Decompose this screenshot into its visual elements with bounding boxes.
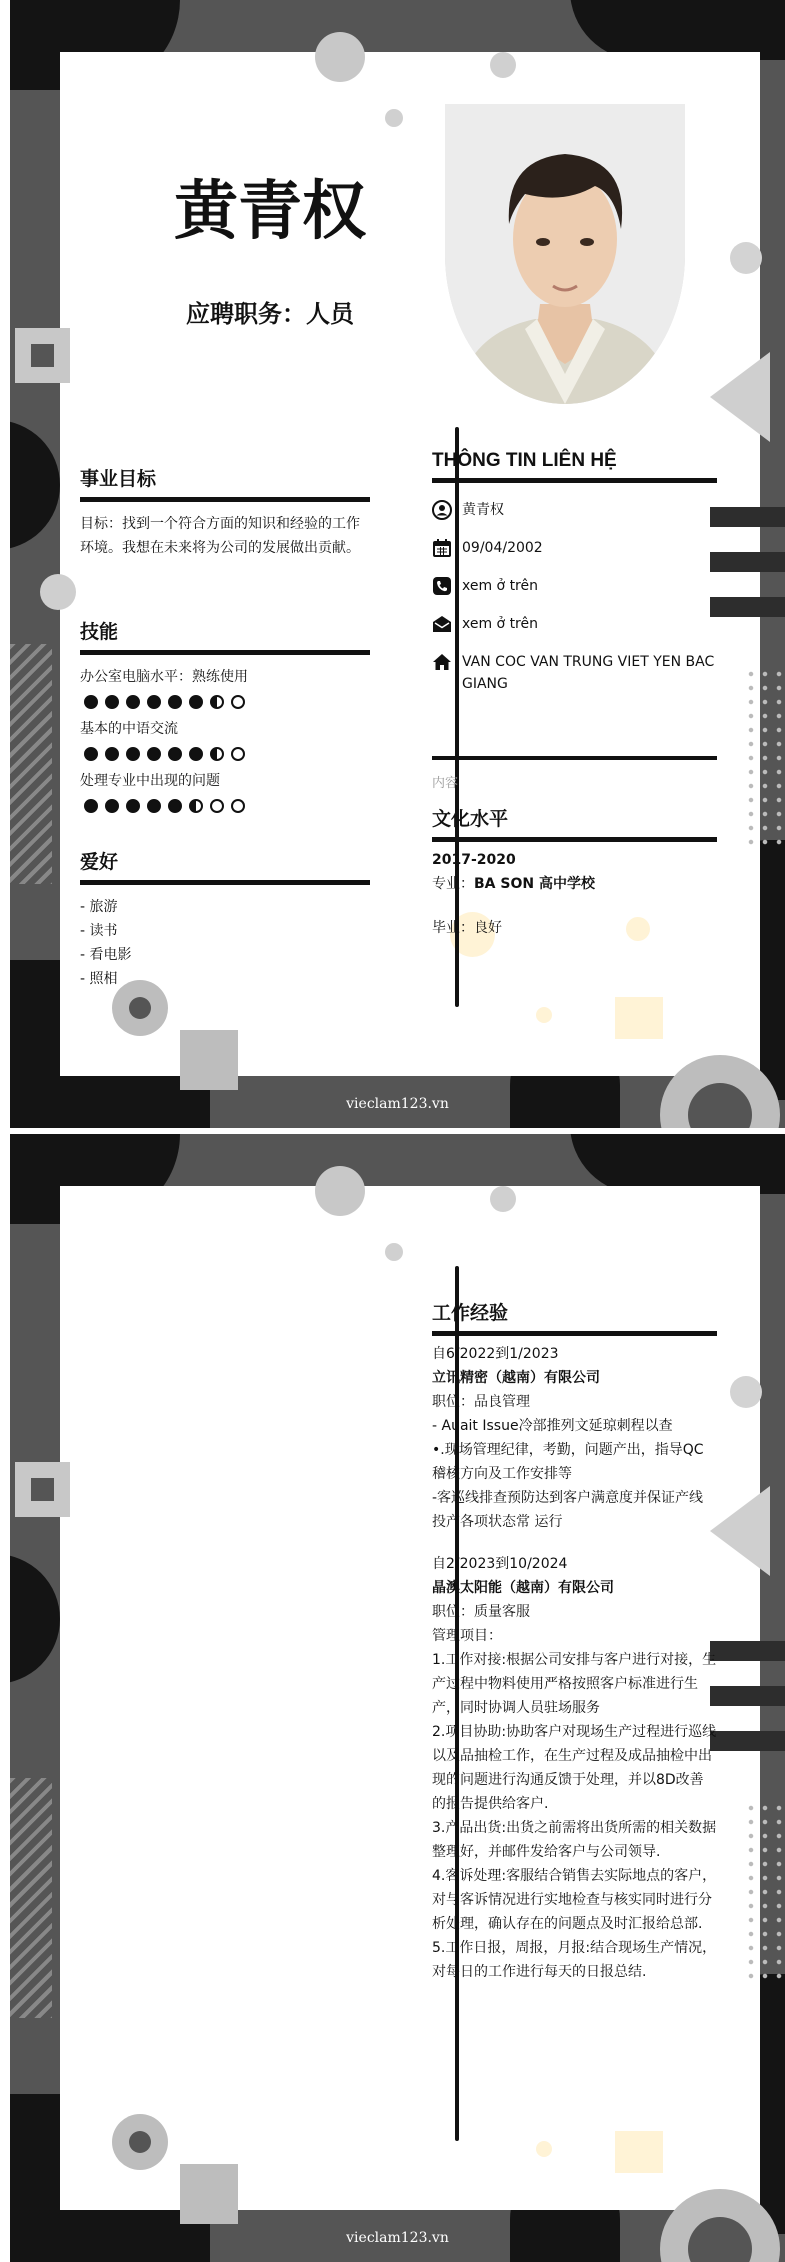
decor-square (615, 2131, 663, 2173)
hobby-item: - 看电影 (80, 947, 132, 963)
decor-stripes (10, 644, 52, 884)
skill-dot (147, 799, 161, 813)
contact-item (432, 613, 717, 635)
decor-dot-grid (744, 1801, 785, 1981)
home-icon (432, 652, 452, 672)
job-line: 1.工作对接:根据公司安排与客户进行对接，生产过程中物料使用严格按照客户标准进行生产，同时协调人员驻场服务 (432, 1652, 717, 1716)
decor-circle (40, 574, 76, 610)
job-line: 4.客诉处理:客服结合销售去实际地点的客户，对与客诉情况进行实地检查与核实同时进行分析处理，确认存在的问题点及时汇报给总部. (432, 1868, 717, 1932)
decor-blob (10, 1554, 60, 1684)
phone-icon (432, 576, 452, 596)
resume-sheet (60, 1186, 760, 2210)
skill-rating (84, 695, 370, 709)
skill-dot (105, 695, 119, 709)
decor-circle (536, 2141, 552, 2157)
decor-blob (10, 420, 60, 550)
skill-dot (168, 747, 182, 761)
contact-title: THÔNG TIN LIÊN HỆ (432, 450, 717, 483)
school-name: BA SON 高中学校 (474, 876, 595, 892)
job-company: 晶澳太阳能（越南）有限公司 (432, 1580, 614, 1596)
section-divider (432, 756, 717, 760)
decor-circle (730, 242, 762, 274)
hobby-item: - 读书 (80, 923, 118, 939)
education-period: 2017-2020 (432, 852, 516, 868)
contact-phone: xem ở trên (462, 578, 538, 594)
decor-dot-grid (744, 667, 785, 847)
hobbies-section (80, 847, 370, 991)
contact-name: 黄青权 (462, 502, 504, 518)
decor-circle (385, 1243, 403, 1261)
resume-page-1 (10, 0, 785, 1128)
resume-page-2 (10, 1134, 785, 2262)
contact-address: VAN COC VAN TRUNG VIET YEN BAC GIANG (462, 654, 715, 692)
hobby-item: - 旅游 (80, 899, 118, 915)
job-period: 自6/2022到1/2023 (432, 1346, 559, 1362)
contact-birthdate: 09/04/2002 (462, 540, 543, 556)
decor-square (15, 328, 70, 383)
decor-triangle (710, 1486, 770, 1576)
education-graduation: 毕业：良好 (432, 920, 502, 936)
job-line: 管理项目： (432, 1628, 502, 1644)
decor-bar (710, 507, 785, 527)
decor-circle (490, 52, 516, 78)
skill-dot (231, 799, 245, 813)
skill-dot (105, 747, 119, 761)
footer-brand: vieclam123.vn (346, 2230, 449, 2246)
calendar-icon (432, 538, 452, 558)
decor-bar (710, 597, 785, 617)
decor-square (180, 1030, 238, 1090)
decor-bar (710, 1641, 785, 1661)
skill-dot (147, 747, 161, 761)
job-title: 应聘职务：人员 (186, 300, 354, 328)
skill-dot (126, 799, 140, 813)
envelope-icon (432, 614, 452, 634)
contact-section (432, 450, 717, 711)
experience-title: 工作经验 (432, 1298, 717, 1336)
skill-label: 处理专业中出现的问题 (80, 773, 220, 789)
job-line: •.现场管理纪律，考勤，问题产出，指导QC稽核方向及工作安排等 (432, 1442, 704, 1482)
skill-label: 办公室电脑水平：熟练使用 (80, 669, 248, 685)
decor-ring (112, 2114, 168, 2170)
decor-circle (536, 1007, 552, 1023)
skill-dot (189, 747, 203, 761)
skill-dot (231, 695, 245, 709)
job-position: 职位：质量客服 (432, 1604, 530, 1620)
contact-email: xem ở trên (462, 616, 538, 632)
contact-item (432, 537, 717, 559)
skill-dot (168, 799, 182, 813)
decor-triangle (710, 352, 770, 442)
decor-circle (315, 32, 365, 82)
job-line: 2.项目协助:协助客户对现场生产过程进行巡线以及品抽检工作，在生产过程及成品抽检中出现的问题进行沟通反馈于处理，并以8D改善的报告提供给客户. (432, 1724, 717, 1812)
decor-stripes (10, 1778, 52, 2018)
hobbies-title: 爱好 (80, 847, 370, 885)
skill-dot (126, 747, 140, 761)
contact-item (432, 499, 717, 521)
skill-dot (189, 695, 203, 709)
objective-title: 事业目标 (80, 464, 370, 502)
skill-dot (210, 695, 224, 709)
objective-text: 目标：找到一个符合方面的知识和经验的工作环境。我想在未来将为公司的发展做出贡献。 (80, 516, 360, 556)
job-line: 3.产品出货:出货之前需将出货所需的相关数据整理好，并邮件发给客户与公司领导. (432, 1820, 717, 1860)
skill-label: 基本的中语交流 (80, 721, 178, 737)
decor-square (180, 2164, 238, 2224)
portrait-icon (445, 104, 685, 404)
skill-dot (84, 799, 98, 813)
job-line: - Auait Issue冷部推列文延琼刺程以查 (432, 1418, 673, 1434)
job-entry (432, 1552, 717, 1984)
skill-dot (126, 695, 140, 709)
decor-circle (730, 1376, 762, 1408)
job-entry (432, 1342, 717, 1534)
skill-dot (84, 695, 98, 709)
decor-bar (710, 552, 785, 572)
skill-dot (147, 695, 161, 709)
skill-rating (84, 747, 370, 761)
education-title: 文化水平 (432, 804, 717, 842)
major-label: 专业： (432, 876, 474, 892)
decor-bar (710, 1686, 785, 1706)
profile-photo (445, 104, 685, 404)
job-line: 5.工作日报，周报，月报:结合现场生产情况，对每日的工作进行每天的日报总结. (432, 1940, 717, 1980)
resume-sheet (60, 52, 760, 1076)
job-position: 职位：品良管理 (432, 1394, 530, 1410)
decor-circle (490, 1186, 516, 1212)
decor-circle (315, 1166, 365, 1216)
decor-circle (385, 109, 403, 127)
education-section (432, 804, 717, 940)
decor-bar (710, 1731, 785, 1751)
skills-title: 技能 (80, 617, 370, 655)
job-period: 自2/2023到10/2024 (432, 1556, 568, 1572)
contact-item (432, 575, 717, 597)
skills-section (80, 617, 370, 821)
user-icon (432, 500, 452, 520)
decor-blob (570, 1134, 785, 1194)
skill-dot (168, 695, 182, 709)
content-label: 内容 (432, 776, 459, 791)
contact-item (432, 651, 717, 695)
skill-dot (189, 799, 203, 813)
objective-section (80, 464, 370, 560)
skill-dot (84, 747, 98, 761)
hobby-item: - 照相 (80, 971, 118, 987)
skill-rating (84, 799, 370, 813)
job-company: 立讯精密（越南）有限公司 (432, 1370, 600, 1386)
skill-dot (210, 799, 224, 813)
skill-dot (210, 747, 224, 761)
education-major (432, 872, 717, 896)
skill-dot (231, 747, 245, 761)
decor-square (615, 997, 663, 1039)
decor-square (15, 1462, 70, 1517)
experience-section (432, 1298, 717, 1984)
job-line: -客巡线排查预防达到客户满意度并保证产线投产各项状态常 运行 (432, 1490, 704, 1530)
decor-blob (570, 0, 785, 60)
footer-brand: vieclam123.vn (346, 1096, 449, 1112)
skill-dot (105, 799, 119, 813)
candidate-name: 黄青权 (174, 175, 366, 249)
